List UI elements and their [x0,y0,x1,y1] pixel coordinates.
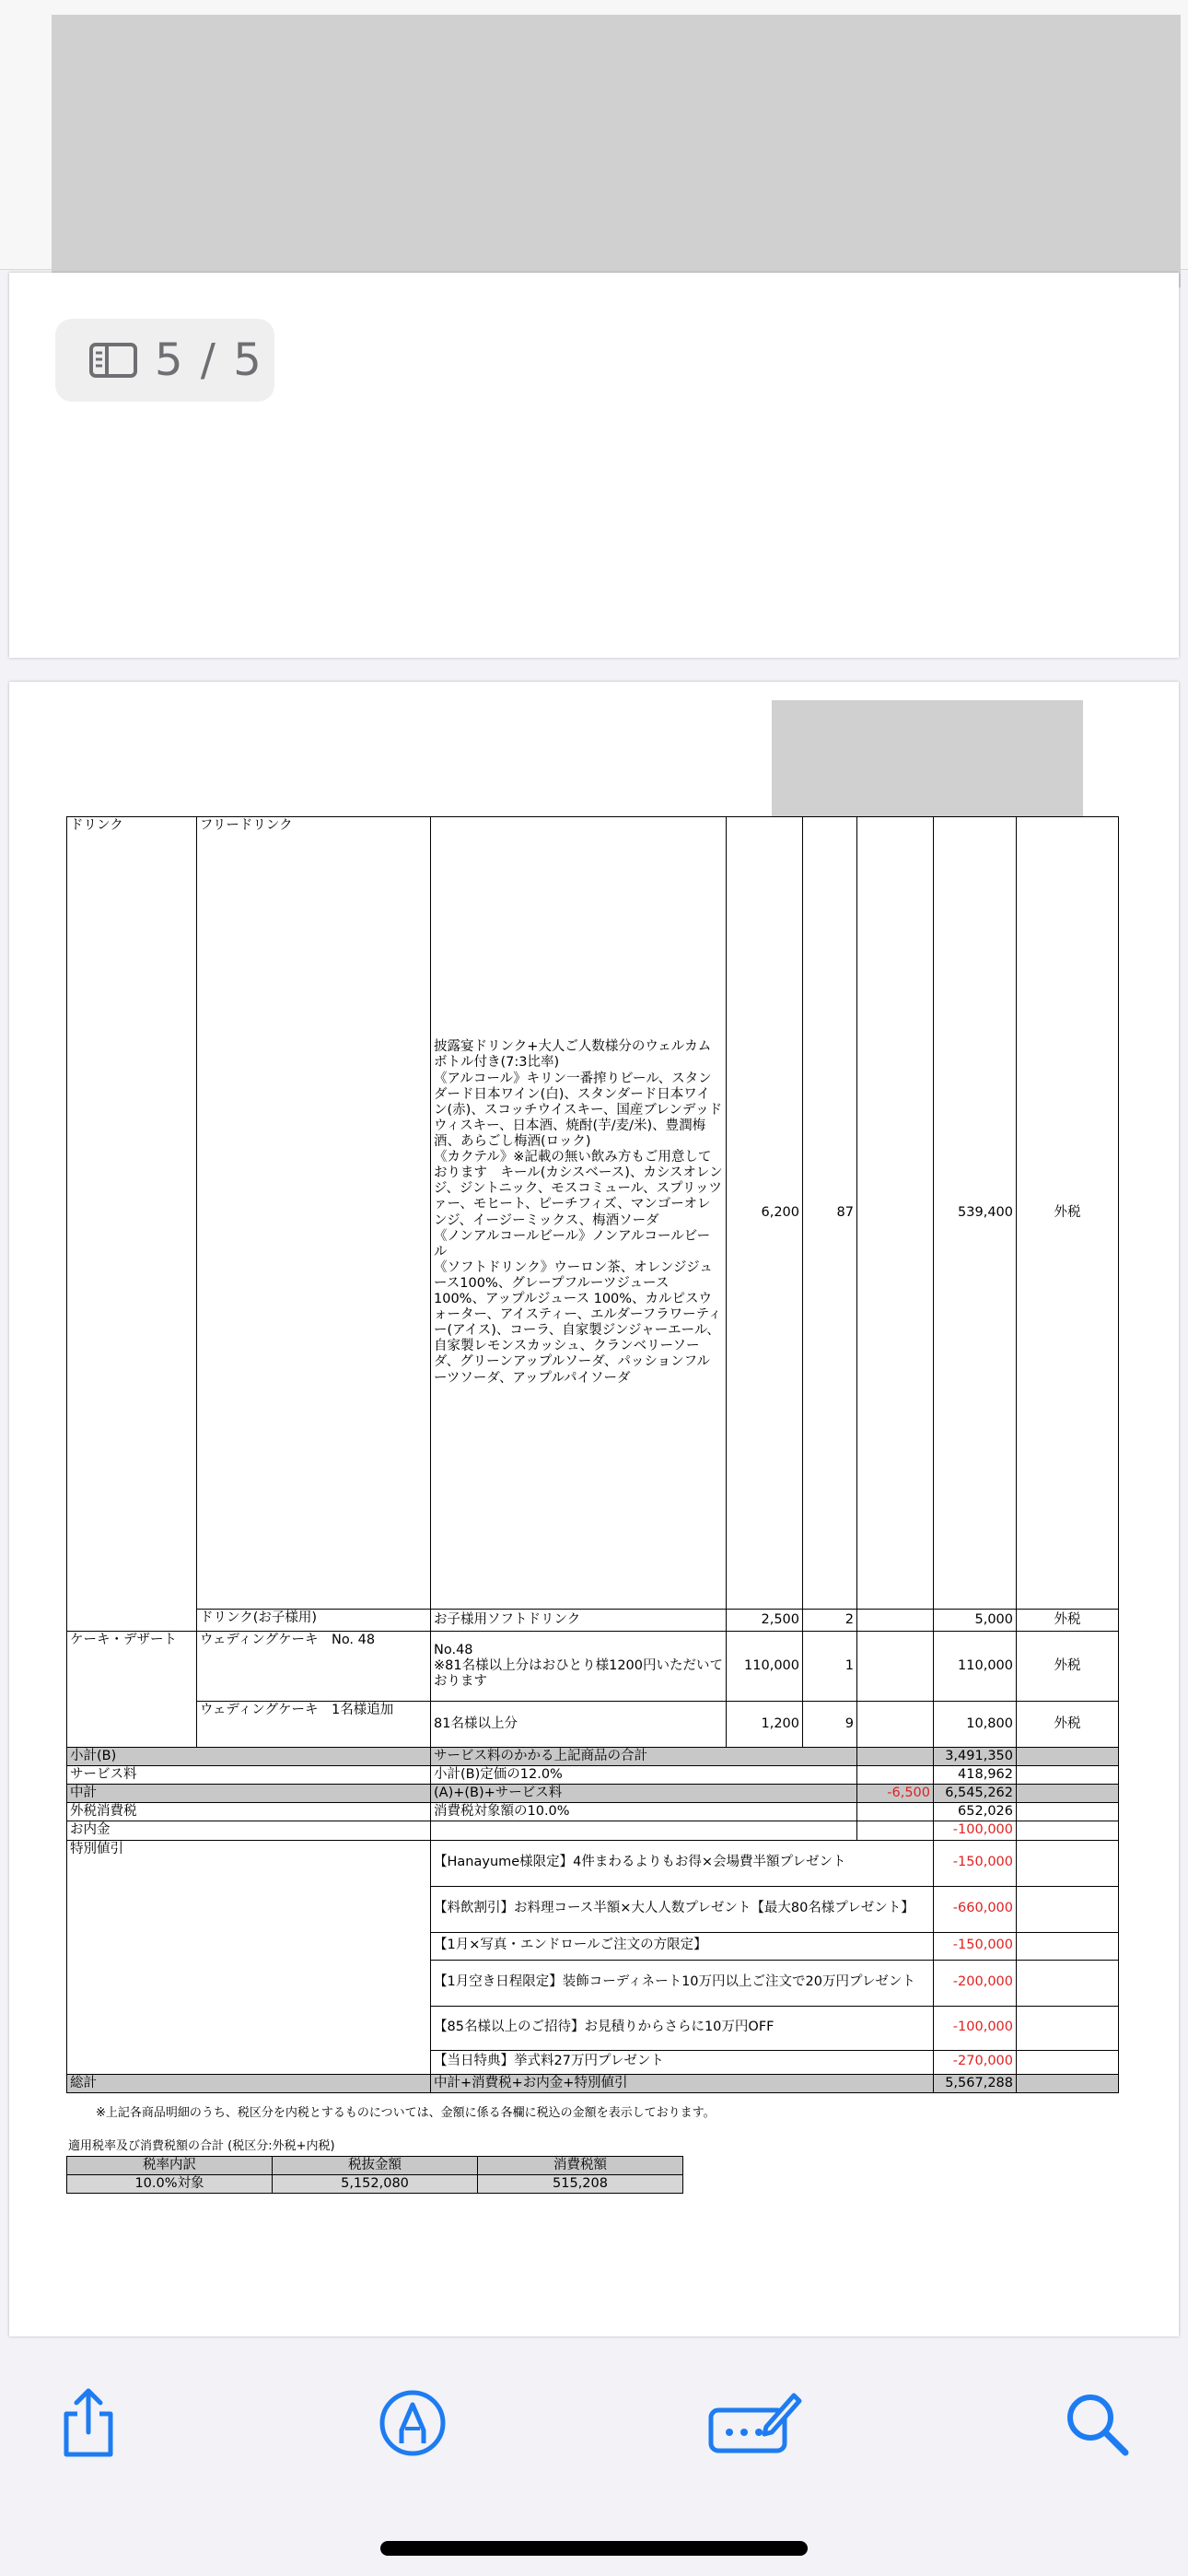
item-cell: ウェディングケーキ No. 48 [197,1632,431,1702]
deposit-row [67,1821,1119,1840]
description-cell: お子様用ソフトドリンク [431,1610,727,1632]
summary-description [431,1821,857,1840]
table-row [67,1610,1119,1632]
summary-blank [1017,1821,1119,1840]
special-discount-description: 【1月×写真・エンドロールご注文の方限定】 [431,1932,934,1960]
summary-description: 消費税対象額の10.0% [431,1803,857,1821]
tax-summary-table [66,2156,683,2194]
share-icon[interactable] [52,2386,125,2460]
invoice-table [66,816,1119,2093]
grand-total-row [67,2074,1119,2092]
tax-header-cell: 消費税額 [478,2157,683,2175]
qty-cell: 1 [803,1632,857,1702]
table-row [67,1702,1119,1748]
summary-amount: -100,000 [934,1821,1017,1840]
amount-cell: 539,400 [934,817,1017,1610]
qty-cell: 9 [803,1702,857,1748]
special-discount-blank [1017,2050,1119,2074]
special-discount-description: 【1月空き日程限定】装飾コーディネート10万円以上ご注文で20万円プレゼント [431,1960,934,2006]
special-discount-description: 【85名様以上のご招待】お見積りからさらに10万円OFF [431,2006,934,2050]
description-cell: 披露宴ドリンク+大人ご人数様分のウェルカムボトル付き(7:3比率) 《アルコール》キリン一番搾りビール、スタンダード日本ワイン(白)、スタンダード日本ワイン(赤)、スコッチウイスキー、国産ブレンデッドウィスキー、日本酒、焼酎(芋/麦/米)、豊潤梅酒、あらごし梅酒(ロック) 《カクテル》※記載の無い飲み方もご用意しております キール(カシスベース)、カシスオレンジ、ジントニック、モスコミュール、スプリッツァー、モヒート、ピーチフィズ、マンゴーオレンジ、イージーミックス、梅酒ソーダ 《ノンアルコールビール》ノンアルコールビール 《ソフトドリンク》ウーロン茶、オレンジジュース100%、グレープフルーツジュース 100%、アップルジュース 100%、カルピスウォーター、アイスティー、エルダーフラワーティー(アイス)、コーラ、自家製ジンジャーエール、自家製レモンスカッシュ、クランベリーソーダ、グリーンアップルソーダ、パッションフルーツソーダ、アップルパイソーダ [431,817,727,1610]
summary-amount: 3,491,350 [934,1748,1017,1766]
summary-discount: -6,500 [857,1785,934,1803]
tax-header-cell: 税率内訳 [67,2157,273,2175]
special-discount-amount: -660,000 [934,1886,1017,1932]
grand-total-amount: 5,567,288 [934,2074,1017,2092]
summary-label: 外税消費税 [67,1803,431,1821]
summary-blank [1017,1748,1119,1766]
summary-label: 小計(B) [67,1748,431,1766]
description-cell: No.48 ※81名様以上分はおひとり様1200円いただいております [431,1632,727,1702]
subtotal-row [67,1748,1119,1766]
special-discount-amount: -270,000 [934,2050,1017,2074]
redacted-header [52,15,1181,287]
summary-amount: 6,545,262 [934,1785,1017,1803]
discount-cell [857,817,934,1610]
summary-discount [857,1803,934,1821]
summary-label: お内金 [67,1821,431,1840]
special-discount-description: 【当日特典】挙式料27万円プレゼント [431,2050,934,2074]
special-discount-label: 特別値引 [67,1840,431,2074]
summary-amount: 418,962 [934,1766,1017,1785]
tax-rate-cell: 10.0%対象 [67,2175,273,2194]
qty-cell: 2 [803,1610,857,1632]
special-discount-amount: -100,000 [934,2006,1017,2050]
summary-description: (A)+(B)+サービス料 [431,1785,857,1803]
special-discount-amount: -150,000 [934,1840,1017,1886]
search-icon[interactable] [1059,2386,1133,2460]
summary-blank [1017,1766,1119,1785]
summary-description: サービス料のかかる上記商品の合計 [431,1748,857,1766]
special-discount-blank [1017,2006,1119,2050]
table-row [67,1632,1119,1702]
discount-cell [857,1632,934,1702]
price-cell: 1,200 [727,1702,803,1748]
description-cell: 81名様以上分 [431,1702,727,1748]
summary-discount [857,1821,934,1840]
qty-cell: 87 [803,817,857,1610]
price-cell: 2,500 [727,1610,803,1632]
signature-icon[interactable] [707,2386,803,2460]
grand-total-blank [1017,2074,1119,2092]
grand-total-label: 総計 [67,2074,431,2092]
tax-type-cell: 外税 [1017,817,1119,1610]
tax-excluded-amount-cell: 5,152,080 [273,2175,478,2194]
item-cell: ウェディングケーキ 1名様追加 [197,1702,431,1748]
tax-type-cell: 外税 [1017,1632,1119,1702]
sidebar-icon [88,342,138,379]
summary-discount [857,1766,934,1785]
service-fee-row [67,1766,1119,1785]
redacted-stamp [772,700,1083,816]
invoice-document [66,816,1118,2192]
amount-cell: 10,800 [934,1702,1017,1748]
special-discount-description: 【料飲割引】お料理コース半額×大人人数プレゼント【最大80名様プレゼント】 [431,1886,934,1932]
special-discount-blank [1017,1840,1119,1886]
special-discount-blank [1017,1886,1119,1932]
consumption-tax-row [67,1803,1119,1821]
tax-header-cell: 税抜金額 [273,2157,478,2175]
amount-cell: 5,000 [934,1610,1017,1632]
tax-type-cell: 外税 [1017,1702,1119,1748]
summary-blank [1017,1785,1119,1803]
discount-cell [857,1610,934,1632]
price-cell: 6,200 [727,817,803,1610]
price-cell: 110,000 [727,1632,803,1702]
summary-amount: 652,026 [934,1803,1017,1821]
category-cell: ケーキ・デザート [67,1632,197,1748]
table-row [67,817,1119,1610]
tax-summary-header [67,2157,683,2175]
summary-label: サービス料 [67,1766,431,1785]
home-indicator[interactable] [380,2541,808,2556]
special-discount-amount: -200,000 [934,1960,1017,2006]
summary-description: 小計(B)定価の12.0% [431,1766,857,1785]
summary-blank [1017,1803,1119,1821]
midtotal-row [67,1785,1119,1803]
markup-pen-icon[interactable] [376,2386,449,2460]
tax-type-cell: 外税 [1017,1610,1119,1632]
special-discount-blank [1017,1932,1119,1960]
tax-amount-cell: 515,208 [478,2175,683,2194]
discount-cell [857,1702,934,1748]
special-discount-description: 【Hanayume様限定】4件まわるよりもお得×会場費半額プレゼント [431,1840,934,1886]
tax-summary-title: 適用税率及び消費税額の合計 (税区分:外税+内税) [68,2139,335,2153]
summary-label: 中計 [67,1785,431,1803]
category-cell: ドリンク [67,817,197,1632]
special-discount-blank [1017,1960,1119,2006]
page-indicator[interactable] [55,319,274,402]
item-cell: ドリンク(お子様用) [197,1610,431,1632]
tax-summary-row [67,2175,683,2194]
special-discount-amount: -150,000 [934,1932,1017,1960]
grand-total-description: 中計+消費税+お内金+特別値引 [431,2074,934,2092]
amount-cell: 110,000 [934,1632,1017,1702]
item-cell: フリードリンク [197,817,431,1610]
summary-discount [857,1748,934,1766]
special-discount-row [67,1840,1119,1886]
footnote: ※上記各商品明細のうち、税区分を内税とするものについては、金額に係る各欄に税込の金額を表示しております。 [96,2106,716,2120]
page-indicator-text: 5 / 5 [155,334,263,386]
